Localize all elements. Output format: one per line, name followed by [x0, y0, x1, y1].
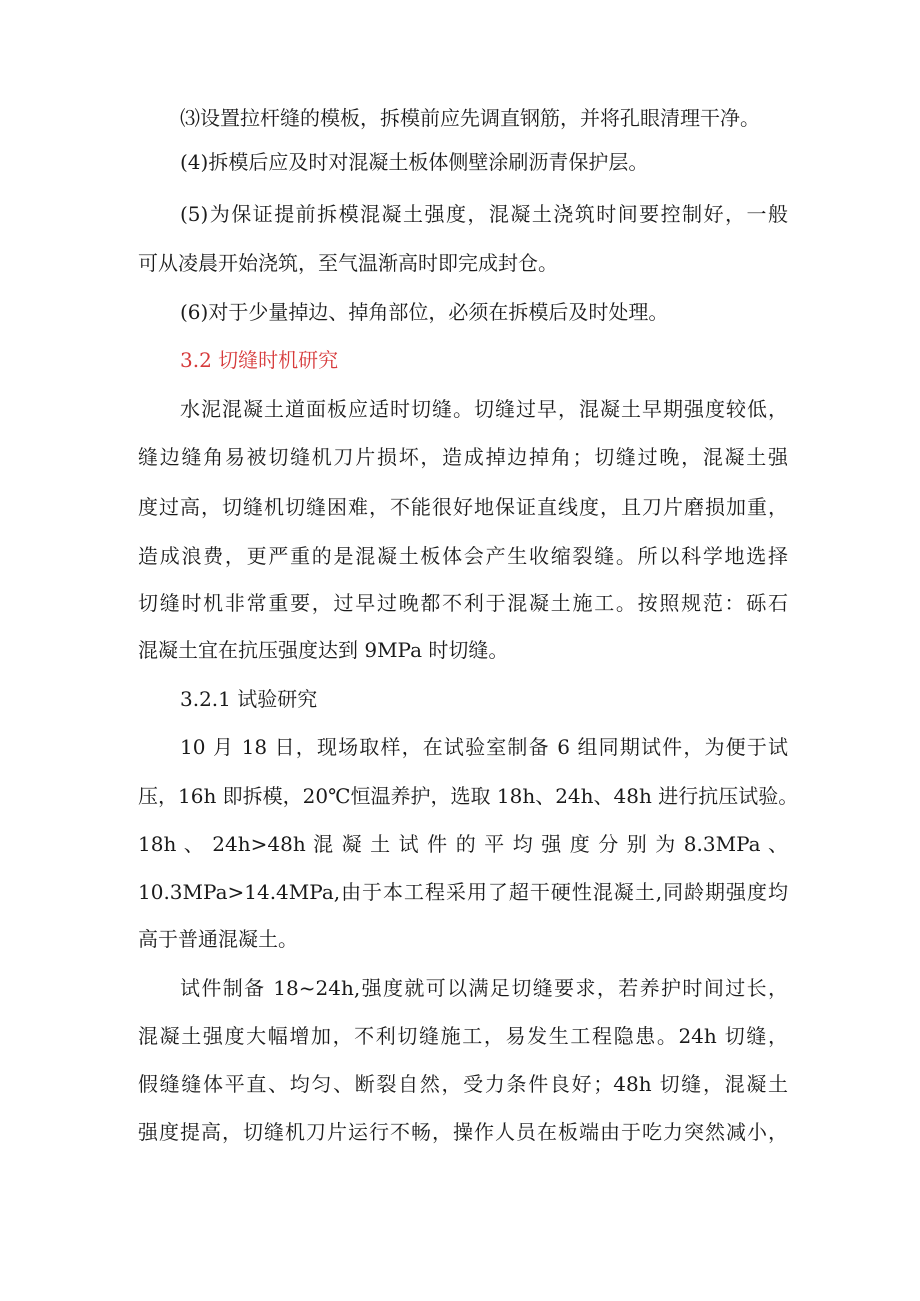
- paragraph-1-line-4: 造成浪费，更严重的是混凝土板体会产生收缩裂缝。所以科学地选择: [138, 544, 788, 568]
- paragraph-2-line-2: 压，16h 即拆模，20℃恒温养护，选取 18h、24h、48h 进行抗压试验。: [138, 784, 799, 808]
- paragraph-2-line-5: 高于普通混凝土。: [138, 927, 298, 951]
- subsection-heading: 3.2.1 试验研究: [180, 687, 318, 711]
- paragraph-3-line-1: 试件制备 18~24h,强度就可以满足切缝要求，若养护时间过长，: [180, 976, 788, 1000]
- paragraph-3-line-4: 强度提高，切缝机刀片运行不畅，操作人员在板端由于吃力突然减小，: [138, 1120, 788, 1144]
- list-item-6: (6)对于少量掉边、掉角部位，必须在拆模后及时处理。: [180, 300, 669, 324]
- paragraph-1-line-5: 切缝时机非常重要，过早过晚都不利于混凝土施工。按照规范：砾石: [138, 591, 788, 615]
- list-item-5-line-2: 可从凌晨开始浇筑，至气温渐高时即完成封仓。: [138, 251, 558, 275]
- paragraph-2-line-4: 10.3MPa>14.4MPa,由于本工程采用了超干硬性混凝土,同龄期强度均: [138, 880, 788, 904]
- paragraph-2-line-3: 18h 、 24h>48h 混 凝 土 试 件 的 平 均 强 度 分 别 为 8.3MPa 、: [138, 832, 788, 856]
- paragraph-2-line-1: 10 月 18 日，现场取样，在试验室制备 6 组同期试件，为便于试: [180, 735, 788, 759]
- paragraph-3-line-3: 假缝缝体平直、均匀、断裂自然，受力条件良好；48h 切缝，混凝土: [138, 1072, 788, 1096]
- paragraph-1-line-1: 水泥混凝土道面板应适时切缝。切缝过早，混凝土早期强度较低，: [180, 397, 788, 421]
- paragraph-1-line-2: 缝边缝角易被切缝机刀片损坏，造成掉边掉角；切缝过晚，混凝土强: [138, 445, 788, 469]
- list-item-4: (4)拆模后应及时对混凝土板体侧壁涂刷沥青保护层。: [180, 150, 649, 174]
- section-heading: 3.2 切缝时机研究: [180, 348, 339, 372]
- paragraph-1-line-6: 混凝土宜在抗压强度达到 9MPa 时切缝。: [138, 638, 509, 662]
- list-item-3: ⑶设置拉杆缝的模板，拆模前应先调直钢筋，并将孔眼清理干净。: [180, 106, 760, 130]
- paragraph-3-line-2: 混凝土强度大幅增加，不利切缝施工，易发生工程隐患。24h 切缝，: [138, 1024, 788, 1048]
- paragraph-1-line-3: 度过高，切缝机切缝困难，不能很好地保证直线度，且刀片磨损加重，: [138, 495, 788, 519]
- list-item-5-line-1: (5)为保证提前拆模混凝土强度，混凝土浇筑时间要控制好，一般: [180, 202, 788, 226]
